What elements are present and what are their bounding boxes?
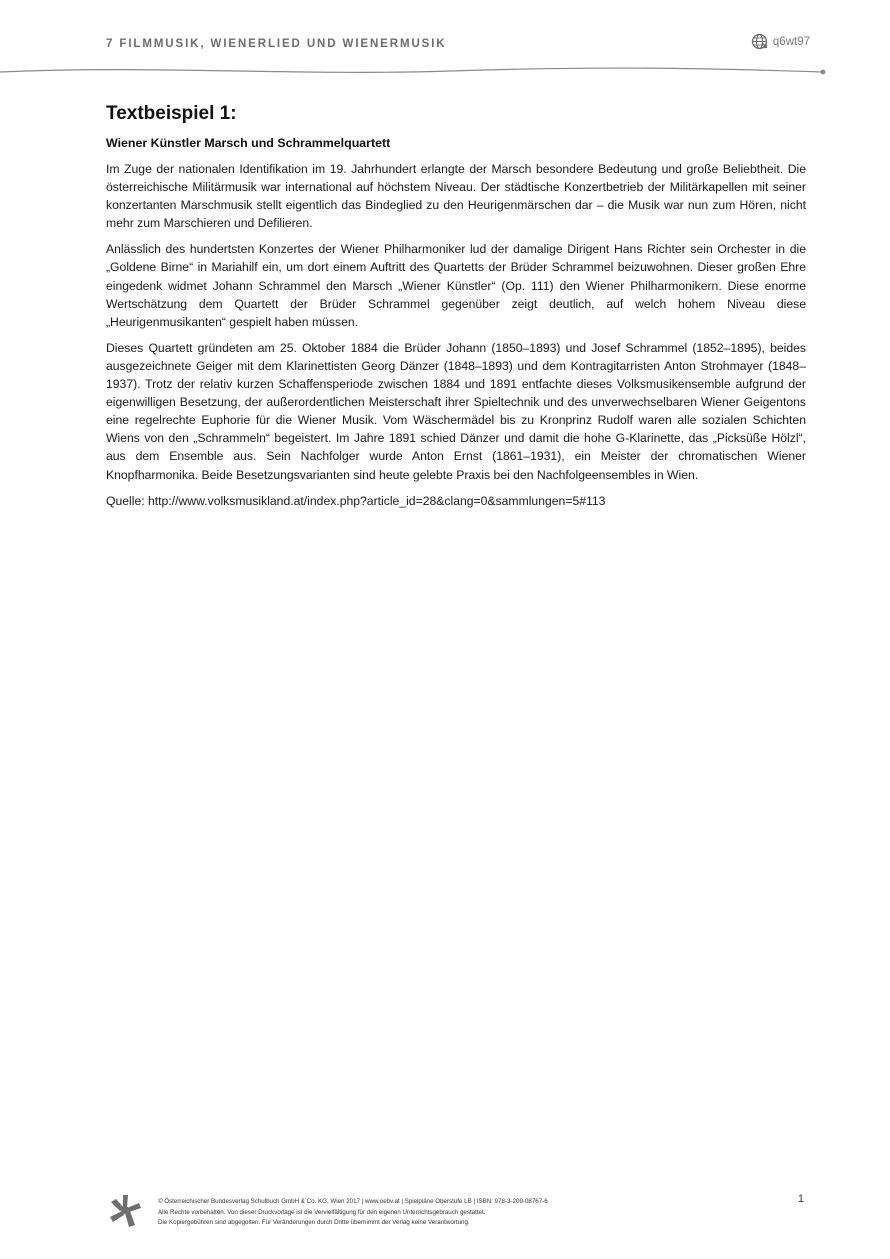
paragraph: Anlässlich des hundertsten Konzertes der Wiener Philharmoniker lud der damalige Dirigent Hans Richter sein Orchester in die „Goldene Birne“ in Mariahilf ein, um dort einem Auftritt des Quartetts der Brüder Schrammel beizuwohnen. Dieser großen Ehre eingedenk widmet Johann Schrammel den Marsch „Wiener Künstler“ (Op. 111) den Wiener Philharmonikern. Diese enorme Wertschätzung dem Quartett der Brüder Schrammel gegenüber zeigt deutlich, auf welch hohem Niveau diese „Heurigenmusikanten“ gespielt haben müssen.: [106, 242, 806, 329]
footer-line: Alle Rechte vorbehalten. Von dieser Druckvorlage ist die Vervielfältigung für den eigenen Unterrichtsgebrauch gestattet.: [158, 1208, 486, 1216]
paragraph: Dieses Quartett gründeten am 25. Oktober 1884 die Brüder Johann (1850–1893) und Josef Schrammel (1852–1895), beides ausgezeichnete Geiger mit dem Klarinettisten Georg Dänzer (1848–1893) und dem Kontragitarristen Anton Strohmayer (1848–1937). Trotz der relativ kurzen Schaffensperiode zwischen 1884 und 1891 entfachte dieses Volksmusikensemble aufgrund der eigenwilligen Besetzung, der außerordentlichen Meisterschaft ihrer Spieltechnik und des unverwechselbaren Wiener Geigentons eine regelrechte Euphorie für die Wiener Musik. Vom Wäschermädel bis zu Kronprinz Rudolf waren alle sozialen Schichten Wiens von den „Schrammeln“ begeistert. Im Jahre 1891 schied Dänzer und damit die hohe G-Klarinette, das „Picksüße Hölzl“, aus dem Ensemble aus. Sein Nachfolger wurde Anton Ernst (1861–1931), ein Meister der chromatischen Wiener Knopfharmonika. Beide Besetzungsvarianten sind heute gelebte Praxis bei den Nachfolgeensembles in Wien.: [106, 340, 806, 482]
globe-arrow-icon: [751, 33, 768, 50]
chapter-title: 7 FILMMUSIK, WIENERLIED UND WIENERMUSIK: [106, 38, 447, 50]
source-line[interactable]: Quelle: http://www.volksmusikland.at/index.php?article_id=28&clang=0&sammlungen=5#113: [106, 493, 606, 508]
oebv-star-logo-icon: [108, 1193, 142, 1234]
footer-line: © Österreichischer Bundesverlag Schulbuch GmbH & Co. KG, Wien 2017 | www.oebv.at | Spielpläne Oberstufe LB | ISBN: 978-3-209-08767-6: [158, 1198, 548, 1205]
section-subtitle: Wiener Künstler Marsch und Schrammelquartett: [106, 136, 391, 150]
online-code-text: q6wt97: [772, 35, 810, 48]
online-code[interactable]: [751, 33, 810, 50]
footer-line: Die Kopiergebühren sind abgegolten. Für Veränderungen durch Dritte übernimmt der Verlag keine Verantwortung.: [158, 1219, 470, 1226]
page-number: 1: [797, 1193, 804, 1205]
header-divider: [0, 62, 890, 82]
paragraph: Im Zuge der nationalen Identifikation im 19. Jahrhundert erlangte der Marsch besondere Bedeutung und große Beliebtheit. Die österreichische Militärmusik war international auf höchstem Niveau. Der städtische Konzertbetrieb der Militärkapellen mit seiner konzertanten Marschmusik stellt eigentlich das Bindeglied zu den Heurigenmärschen dar – die Musik war nun zum Hören, nicht mehr zum Marschieren und Defilieren.: [106, 162, 806, 231]
main-content: [106, 103, 806, 518]
page-title: Textbeispiel 1:: [106, 103, 237, 124]
copyright-footer: [158, 1197, 758, 1229]
